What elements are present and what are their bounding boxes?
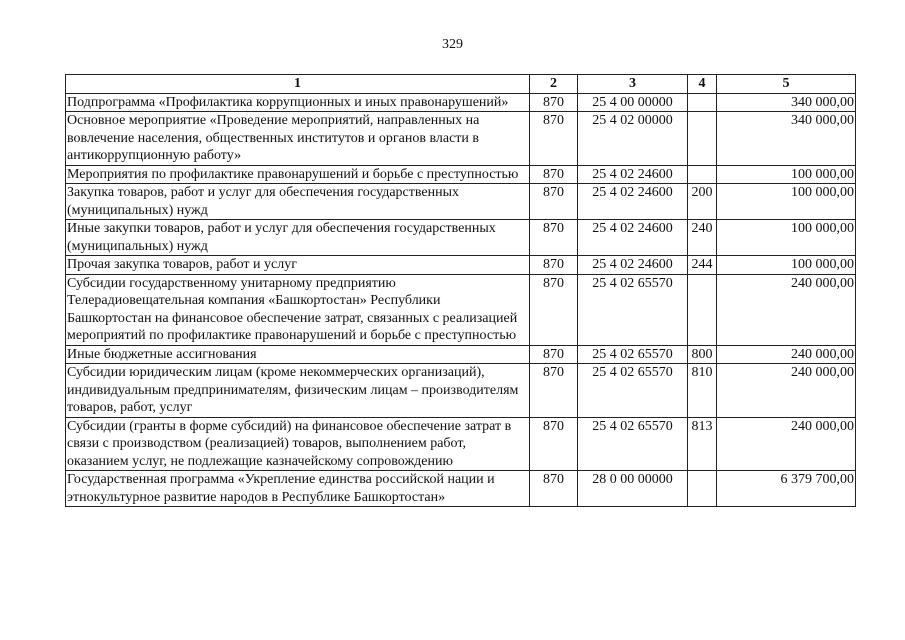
target-code: 25 4 02 65570 <box>578 417 688 471</box>
item-name: Прочая закупка товаров, работ и услуг <box>66 256 530 275</box>
item-name: Подпрограмма «Профилактика коррупционных и иных правонарушений» <box>66 93 530 112</box>
table-row <box>66 165 856 184</box>
department-code: 870 <box>530 274 578 345</box>
item-name: Государственная программа «Укрепление единства российской нации и этнокультурное развитие народов в Республике Башкортостан» <box>66 471 530 507</box>
column-header: 5 <box>717 75 856 94</box>
expense-type: 813 <box>688 417 717 471</box>
expense-type: 240 <box>688 220 717 256</box>
amount: 100 000,00 <box>717 165 856 184</box>
expense-type: 810 <box>688 364 717 418</box>
target-code: 25 4 02 65570 <box>578 345 688 364</box>
expense-type <box>688 274 717 345</box>
table-row <box>66 93 856 112</box>
target-code: 25 4 02 00000 <box>578 112 688 166</box>
column-header: 1 <box>66 75 530 94</box>
amount: 340 000,00 <box>717 112 856 166</box>
item-name: Субсидии (гранты в форме субсидий) на финансовое обеспечение затрат в связи с производством (реализацией) товаров, выполнением работ, оказанием услуг, не подлежащие казначейскому сопровождению <box>66 417 530 471</box>
table-row <box>66 364 856 418</box>
expense-type: 800 <box>688 345 717 364</box>
department-code: 870 <box>530 220 578 256</box>
department-code: 870 <box>530 184 578 220</box>
target-code: 25 4 00 00000 <box>578 93 688 112</box>
target-code: 25 4 02 24600 <box>578 165 688 184</box>
target-code: 25 4 02 24600 <box>578 184 688 220</box>
amount: 340 000,00 <box>717 93 856 112</box>
department-code: 870 <box>530 112 578 166</box>
amount: 240 000,00 <box>717 417 856 471</box>
amount: 240 000,00 <box>717 274 856 345</box>
expense-type <box>688 165 717 184</box>
page-number: 329 <box>442 37 463 52</box>
column-header: 3 <box>578 75 688 94</box>
table-row <box>66 345 856 364</box>
expense-type <box>688 93 717 112</box>
item-name: Основное мероприятие «Проведение мероприятий, направленных на вовлечение населения, общественных институтов и органов власти в антикоррупционную работу» <box>66 112 530 166</box>
table-row <box>66 417 856 471</box>
item-name: Иные бюджетные ассигнования <box>66 345 530 364</box>
target-code: 28 0 00 00000 <box>578 471 688 507</box>
department-code: 870 <box>530 471 578 507</box>
table-row <box>66 184 856 220</box>
department-code: 870 <box>530 165 578 184</box>
table-row <box>66 471 856 507</box>
expense-type: 244 <box>688 256 717 275</box>
target-code: 25 4 02 65570 <box>578 274 688 345</box>
expense-type <box>688 471 717 507</box>
table-row <box>66 112 856 166</box>
table-row <box>66 256 856 275</box>
amount: 100 000,00 <box>717 184 856 220</box>
column-header: 2 <box>530 75 578 94</box>
department-code: 870 <box>530 364 578 418</box>
department-code: 870 <box>530 93 578 112</box>
amount: 240 000,00 <box>717 345 856 364</box>
target-code: 25 4 02 65570 <box>578 364 688 418</box>
amount: 240 000,00 <box>717 364 856 418</box>
item-name: Субсидии государственному унитарному предприятию Телерадиовещательная компания «Башкортостан» Республики Башкортостан на финансовое обеспечение затрат, связанных с реализацией мероприятий по профилактике правонарушений и борьбе с преступностью <box>66 274 530 345</box>
table-row <box>66 220 856 256</box>
budget-table <box>65 74 856 507</box>
target-code: 25 4 02 24600 <box>578 220 688 256</box>
department-code: 870 <box>530 417 578 471</box>
amount: 100 000,00 <box>717 220 856 256</box>
department-code: 870 <box>530 345 578 364</box>
department-code: 870 <box>530 256 578 275</box>
item-name: Закупка товаров, работ и услуг для обеспечения государственных (муниципальных) нужд <box>66 184 530 220</box>
expense-type <box>688 112 717 166</box>
amount: 6 379 700,00 <box>717 471 856 507</box>
table-row <box>66 274 856 345</box>
amount: 100 000,00 <box>717 256 856 275</box>
item-name: Субсидии юридическим лицам (кроме некоммерческих организаций), индивидуальным предпринимателям, физическим лицам – производителям товаров, работ, услуг <box>66 364 530 418</box>
column-header: 4 <box>688 75 717 94</box>
item-name: Мероприятия по профилактике правонарушений и борьбе с преступностью <box>66 165 530 184</box>
item-name: Иные закупки товаров, работ и услуг для обеспечения государственных (муниципальных) нужд <box>66 220 530 256</box>
header-row <box>66 75 856 94</box>
expense-type: 200 <box>688 184 717 220</box>
target-code: 25 4 02 24600 <box>578 256 688 275</box>
